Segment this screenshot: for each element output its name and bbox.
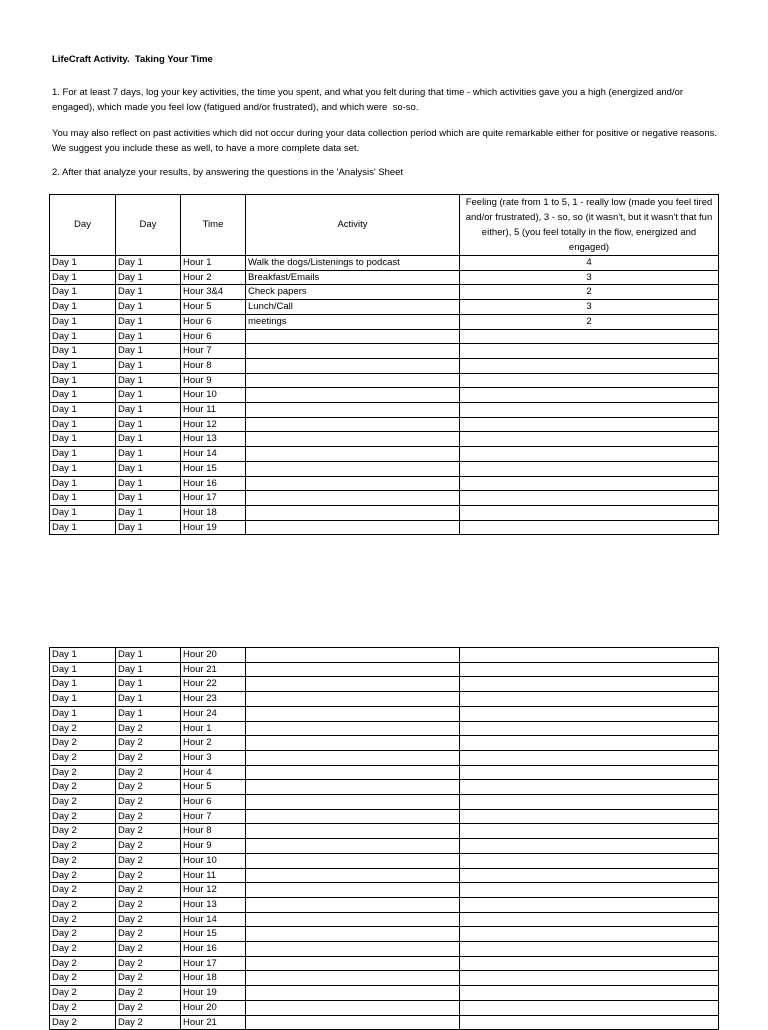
table-row [50, 358, 719, 373]
cell-feeling[interactable] [460, 986, 719, 1001]
cell-day[interactable]: Day 2 [50, 942, 116, 957]
cell-day[interactable]: Day 1 [50, 358, 116, 373]
cell-activity[interactable]: meetings [246, 314, 460, 329]
cell-day[interactable]: Day 1 [50, 706, 116, 721]
table-body-page-1 [50, 256, 719, 535]
table-row [50, 956, 719, 971]
cell-activity[interactable] [246, 417, 460, 432]
cell-day-2[interactable]: Day 2 [116, 736, 181, 751]
cell-day-2[interactable]: Day 2 [116, 971, 181, 986]
table-row [50, 971, 719, 986]
cell-feeling[interactable] [460, 417, 719, 432]
cell-time[interactable]: Hour 6 [181, 314, 246, 329]
cell-time[interactable]: Hour 23 [181, 692, 246, 707]
cell-activity[interactable] [246, 677, 460, 692]
cell-activity[interactable] [246, 780, 460, 795]
cell-day-2[interactable]: Day 1 [116, 520, 181, 535]
cell-day-2[interactable]: Day 2 [116, 927, 181, 942]
cell-feeling[interactable] [460, 721, 719, 736]
cell-feeling[interactable] [460, 795, 719, 810]
cell-day-2[interactable]: Day 1 [116, 329, 181, 344]
cell-day[interactable]: Day 1 [50, 447, 116, 462]
cell-day[interactable]: Day 1 [50, 432, 116, 447]
cell-day[interactable]: Day 1 [50, 344, 116, 359]
cell-activity[interactable] [246, 927, 460, 942]
cell-activity[interactable] [246, 476, 460, 491]
cell-time[interactable]: Hour 15 [181, 461, 246, 476]
cell-day-2[interactable]: Day 1 [116, 373, 181, 388]
cell-day[interactable]: Day 1 [50, 256, 116, 271]
cell-time[interactable]: Hour 2 [181, 270, 246, 285]
cell-time[interactable]: Hour 9 [181, 373, 246, 388]
cell-activity[interactable] [246, 403, 460, 418]
cell-day[interactable]: Day 2 [50, 795, 116, 810]
cell-time[interactable]: Hour 14 [181, 912, 246, 927]
cell-time[interactable]: Hour 10 [181, 388, 246, 403]
cell-feeling[interactable] [460, 765, 719, 780]
instruction-paragraph-1: 1. For at least 7 days, log your key activities, the time you spent, and what you felt during that time - which activities gave you a high (energized and/or engaged), which made you feel low (fatigued and/or frustrated), and which were so-so. [52, 87, 686, 113]
cell-day-2[interactable]: Day 1 [116, 300, 181, 315]
cell-feeling[interactable] [460, 942, 719, 957]
table-row [50, 662, 719, 677]
table-row [50, 520, 719, 535]
cell-activity[interactable] [246, 648, 460, 663]
cell-feeling[interactable] [460, 956, 719, 971]
cell-time[interactable]: Hour 5 [181, 300, 246, 315]
cell-activity[interactable] [246, 824, 460, 839]
table-row [50, 912, 719, 927]
table-row [50, 648, 719, 663]
cell-time[interactable]: Hour 7 [181, 809, 246, 824]
cell-day-2[interactable]: Day 1 [116, 491, 181, 506]
cell-day-2[interactable]: Day 1 [116, 447, 181, 462]
cell-activity[interactable] [246, 795, 460, 810]
cell-time[interactable]: Hour 21 [181, 662, 246, 677]
cell-feeling[interactable] [460, 780, 719, 795]
table-row [50, 476, 719, 491]
cell-day[interactable]: Day 2 [50, 912, 116, 927]
cell-day-2[interactable]: Day 1 [116, 677, 181, 692]
cell-time[interactable]: Hour 1 [181, 721, 246, 736]
cell-day[interactable]: Day 2 [50, 897, 116, 912]
table-row [50, 491, 719, 506]
cell-day[interactable]: Day 2 [50, 824, 116, 839]
cell-day-2[interactable]: Day 2 [116, 912, 181, 927]
table-row [50, 721, 719, 736]
table-row [50, 388, 719, 403]
cell-day[interactable]: Day 2 [50, 927, 116, 942]
cell-day-2[interactable]: Day 1 [116, 388, 181, 403]
table-row [50, 432, 719, 447]
cell-day[interactable]: Day 1 [50, 373, 116, 388]
table-body-page-2 [50, 648, 719, 1030]
instruction-paragraph-2: You may also reflect on past activities which did not occur during your data collection period which are quite remarkable either for positive or negative reasons. We suggest you include these as well, to have a more complete data set. [52, 128, 723, 154]
table-row [50, 1015, 719, 1030]
header-activity: Activity [246, 195, 460, 256]
cell-activity[interactable] [246, 1015, 460, 1030]
cell-day[interactable]: Day 2 [50, 956, 116, 971]
cell-time[interactable]: Hour 24 [181, 706, 246, 721]
cell-day[interactable]: Day 2 [50, 986, 116, 1001]
table-row [50, 868, 719, 883]
cell-time[interactable]: Hour 5 [181, 780, 246, 795]
cell-time[interactable]: Hour 13 [181, 897, 246, 912]
cell-activity[interactable] [246, 692, 460, 707]
table-row [50, 692, 719, 707]
cell-activity[interactable] [246, 912, 460, 927]
cell-activity[interactable] [246, 853, 460, 868]
cell-day-2[interactable]: Day 2 [116, 942, 181, 957]
cell-day[interactable]: Day 2 [50, 868, 116, 883]
cell-day-2[interactable]: Day 2 [116, 795, 181, 810]
cell-activity[interactable] [246, 839, 460, 854]
cell-day-2[interactable]: Day 2 [116, 956, 181, 971]
cell-activity[interactable] [246, 986, 460, 1001]
cell-day[interactable]: Day 2 [50, 765, 116, 780]
cell-time[interactable]: Hour 1 [181, 256, 246, 271]
cell-day[interactable]: Day 1 [50, 491, 116, 506]
cell-activity[interactable] [246, 868, 460, 883]
cell-day[interactable]: Day 1 [50, 677, 116, 692]
cell-time[interactable]: Hour 4 [181, 765, 246, 780]
cell-day[interactable]: Day 1 [50, 505, 116, 520]
cell-day[interactable]: Day 1 [50, 648, 116, 663]
cell-activity[interactable] [246, 956, 460, 971]
cell-day-2[interactable]: Day 2 [116, 1015, 181, 1030]
cell-day-2[interactable]: Day 2 [116, 765, 181, 780]
table-row [50, 256, 719, 271]
cell-time[interactable]: Hour 3 [181, 750, 246, 765]
cell-time[interactable]: Hour 19 [181, 520, 246, 535]
table-row [50, 839, 719, 854]
cell-time[interactable]: Hour 15 [181, 927, 246, 942]
cell-activity[interactable]: Lunch/Call [246, 300, 460, 315]
cell-day[interactable]: Day 2 [50, 721, 116, 736]
cell-activity[interactable] [246, 373, 460, 388]
cell-feeling[interactable]: 2 [460, 314, 719, 329]
cell-day-2[interactable]: Day 1 [116, 270, 181, 285]
cell-day[interactable]: Day 1 [50, 314, 116, 329]
cell-day[interactable]: Day 2 [50, 750, 116, 765]
cell-feeling[interactable]: 4 [460, 256, 719, 271]
cell-day[interactable]: Day 2 [50, 1015, 116, 1030]
cell-day[interactable]: Day 2 [50, 809, 116, 824]
cell-feeling[interactable]: 3 [460, 270, 719, 285]
cell-feeling[interactable] [460, 461, 719, 476]
cell-day-2[interactable]: Day 1 [116, 432, 181, 447]
table-row [50, 853, 719, 868]
cell-day[interactable]: Day 1 [50, 692, 116, 707]
table-row [50, 897, 719, 912]
table-row [50, 1000, 719, 1015]
cell-time[interactable]: Hour 12 [181, 883, 246, 898]
cell-feeling[interactable] [460, 662, 719, 677]
cell-time[interactable]: Hour 16 [181, 942, 246, 957]
table-row [50, 986, 719, 1001]
cell-time[interactable]: Hour 20 [181, 1000, 246, 1015]
table-row [50, 942, 719, 957]
cell-day-2[interactable]: Day 1 [116, 358, 181, 373]
cell-activity[interactable] [246, 344, 460, 359]
cell-time[interactable]: Hour 8 [181, 824, 246, 839]
cell-activity[interactable] [246, 447, 460, 462]
activity-log-table-page-2 [49, 647, 719, 1030]
table-row [50, 677, 719, 692]
cell-day[interactable]: Day 1 [50, 270, 116, 285]
cell-day-2[interactable]: Day 1 [116, 344, 181, 359]
cell-day-2[interactable]: Day 2 [116, 750, 181, 765]
table-row [50, 927, 719, 942]
cell-day-2[interactable]: Day 2 [116, 986, 181, 1001]
cell-feeling[interactable] [460, 373, 719, 388]
cell-feeling[interactable]: 2 [460, 285, 719, 300]
table-row [50, 461, 719, 476]
cell-day[interactable]: Day 1 [50, 300, 116, 315]
cell-activity[interactable] [246, 897, 460, 912]
cell-time[interactable]: Hour 12 [181, 417, 246, 432]
cell-day[interactable]: Day 1 [50, 461, 116, 476]
cell-feeling[interactable] [460, 329, 719, 344]
cell-activity[interactable] [246, 662, 460, 677]
cell-feeling[interactable] [460, 839, 719, 854]
cell-day-2[interactable]: Day 2 [116, 868, 181, 883]
table-row [50, 314, 719, 329]
cell-feeling[interactable] [460, 505, 719, 520]
cell-day[interactable]: Day 1 [50, 329, 116, 344]
cell-day-2[interactable]: Day 1 [116, 692, 181, 707]
cell-activity[interactable]: Check papers [246, 285, 460, 300]
cell-day[interactable]: Day 1 [50, 520, 116, 535]
cell-day-2[interactable]: Day 1 [116, 461, 181, 476]
cell-day-2[interactable]: Day 1 [116, 417, 181, 432]
cell-feeling[interactable] [460, 447, 719, 462]
cell-feeling[interactable] [460, 750, 719, 765]
cell-day-2[interactable]: Day 2 [116, 809, 181, 824]
activity-log-table-page-1 [49, 194, 719, 535]
cell-day[interactable]: Day 2 [50, 1000, 116, 1015]
cell-feeling[interactable] [460, 736, 719, 751]
table-row [50, 736, 719, 751]
cell-day[interactable]: Day 1 [50, 285, 116, 300]
cell-feeling[interactable] [460, 853, 719, 868]
table-row [50, 750, 719, 765]
cell-day-2[interactable]: Day 1 [116, 285, 181, 300]
cell-day[interactable]: Day 2 [50, 780, 116, 795]
cell-feeling[interactable] [460, 432, 719, 447]
table-row [50, 300, 719, 315]
cell-feeling[interactable] [460, 927, 719, 942]
cell-activity[interactable] [246, 809, 460, 824]
cell-feeling[interactable] [460, 677, 719, 692]
cell-activity[interactable]: Breakfast/Emails [246, 270, 460, 285]
cell-day-2[interactable]: Day 1 [116, 648, 181, 663]
cell-day-2[interactable]: Day 2 [116, 1000, 181, 1015]
cell-activity[interactable] [246, 329, 460, 344]
cell-activity[interactable] [246, 388, 460, 403]
instruction-paragraph-3: 2. After that analyze your results, by answering the questions in the 'Analysis' Sheet [52, 167, 404, 178]
table-row [50, 706, 719, 721]
cell-feeling[interactable]: 3 [460, 300, 719, 315]
cell-time[interactable]: Hour 11 [181, 403, 246, 418]
cell-day-2[interactable]: Day 2 [116, 897, 181, 912]
document-title: LifeCraft Activity. Taking Your Time [52, 54, 213, 65]
cell-time[interactable]: Hour 20 [181, 648, 246, 663]
cell-feeling[interactable] [460, 706, 719, 721]
cell-activity[interactable] [246, 520, 460, 535]
cell-activity[interactable] [246, 491, 460, 506]
cell-time[interactable]: Hour 6 [181, 795, 246, 810]
cell-time[interactable]: Hour 10 [181, 853, 246, 868]
cell-activity[interactable] [246, 461, 460, 476]
cell-time[interactable]: Hour 17 [181, 956, 246, 971]
cell-feeling[interactable] [460, 520, 719, 535]
cell-day-2[interactable]: Day 2 [116, 780, 181, 795]
table-row [50, 505, 719, 520]
cell-day-2[interactable]: Day 1 [116, 662, 181, 677]
cell-time[interactable]: Hour 18 [181, 505, 246, 520]
table-row [50, 285, 719, 300]
cell-day-2[interactable]: Day 2 [116, 824, 181, 839]
cell-day-2[interactable]: Day 2 [116, 839, 181, 854]
cell-day[interactable]: Day 1 [50, 388, 116, 403]
cell-feeling[interactable] [460, 358, 719, 373]
cell-activity[interactable] [246, 971, 460, 986]
cell-time[interactable]: Hour 21 [181, 1015, 246, 1030]
cell-feeling[interactable] [460, 491, 719, 506]
cell-day[interactable]: Day 2 [50, 736, 116, 751]
cell-activity[interactable] [246, 721, 460, 736]
cell-day-2[interactable]: Day 1 [116, 476, 181, 491]
table-row [50, 417, 719, 432]
cell-day[interactable]: Day 2 [50, 839, 116, 854]
cell-activity[interactable] [246, 750, 460, 765]
cell-feeling[interactable] [460, 868, 719, 883]
cell-time[interactable]: Hour 13 [181, 432, 246, 447]
cell-activity[interactable] [246, 358, 460, 373]
cell-day-2[interactable]: Day 1 [116, 706, 181, 721]
cell-time[interactable]: Hour 2 [181, 736, 246, 751]
table-header-row [50, 195, 719, 256]
cell-activity[interactable]: Walk the dogs/Listenings to podcast [246, 256, 460, 271]
cell-day-2[interactable]: Day 2 [116, 883, 181, 898]
cell-time[interactable]: Hour 18 [181, 971, 246, 986]
cell-time[interactable]: Hour 11 [181, 868, 246, 883]
cell-day-2[interactable]: Day 1 [116, 314, 181, 329]
cell-day-2[interactable]: Day 1 [116, 505, 181, 520]
cell-feeling[interactable] [460, 824, 719, 839]
cell-feeling[interactable] [460, 897, 719, 912]
table-row [50, 883, 719, 898]
table-row [50, 403, 719, 418]
cell-day[interactable]: Day 1 [50, 417, 116, 432]
cell-day-2[interactable]: Day 2 [116, 853, 181, 868]
cell-day[interactable]: Day 1 [50, 476, 116, 491]
cell-time[interactable]: Hour 8 [181, 358, 246, 373]
cell-feeling[interactable] [460, 971, 719, 986]
table-row [50, 809, 719, 824]
cell-activity[interactable] [246, 432, 460, 447]
cell-time[interactable]: Hour 14 [181, 447, 246, 462]
header-day-2: Day [116, 195, 181, 256]
cell-activity[interactable] [246, 505, 460, 520]
cell-day[interactable]: Day 2 [50, 971, 116, 986]
cell-day[interactable]: Day 1 [50, 662, 116, 677]
header-time: Time [181, 195, 246, 256]
cell-feeling[interactable] [460, 388, 719, 403]
cell-time[interactable]: Hour 7 [181, 344, 246, 359]
cell-feeling[interactable] [460, 883, 719, 898]
table-row [50, 447, 719, 462]
cell-time[interactable]: Hour 3&4 [181, 285, 246, 300]
cell-day[interactable]: Day 2 [50, 883, 116, 898]
cell-day[interactable]: Day 1 [50, 403, 116, 418]
cell-feeling[interactable] [460, 648, 719, 663]
cell-activity[interactable] [246, 942, 460, 957]
table-row [50, 795, 719, 810]
table-row [50, 780, 719, 795]
cell-feeling[interactable] [460, 344, 719, 359]
cell-activity[interactable] [246, 736, 460, 751]
cell-activity[interactable] [246, 706, 460, 721]
cell-feeling[interactable] [460, 403, 719, 418]
cell-activity[interactable] [246, 883, 460, 898]
cell-activity[interactable] [246, 1000, 460, 1015]
table-row [50, 824, 719, 839]
cell-feeling[interactable] [460, 476, 719, 491]
cell-day-2[interactable]: Day 2 [116, 721, 181, 736]
cell-time[interactable]: Hour 9 [181, 839, 246, 854]
table-row [50, 765, 719, 780]
cell-day-2[interactable]: Day 1 [116, 256, 181, 271]
cell-day[interactable]: Day 2 [50, 853, 116, 868]
cell-time[interactable]: Hour 6 [181, 329, 246, 344]
cell-day-2[interactable]: Day 1 [116, 403, 181, 418]
table-row [50, 344, 719, 359]
cell-time[interactable]: Hour 17 [181, 491, 246, 506]
table-row [50, 329, 719, 344]
cell-activity[interactable] [246, 765, 460, 780]
cell-feeling[interactable] [460, 1000, 719, 1015]
cell-time[interactable]: Hour 16 [181, 476, 246, 491]
cell-time[interactable]: Hour 19 [181, 986, 246, 1001]
cell-time[interactable]: Hour 22 [181, 677, 246, 692]
cell-feeling[interactable] [460, 692, 719, 707]
table-row [50, 270, 719, 285]
header-day: Day [50, 195, 116, 256]
cell-feeling[interactable] [460, 912, 719, 927]
cell-feeling[interactable] [460, 809, 719, 824]
header-feeling: Feeling (rate from 1 to 5, 1 - really low (made you feel tired and/or frustrated), 3 - so, so (it wasn't, but it wasn't that fun either), 5 (you feel totally in the flow, energized and engaged) [460, 195, 719, 256]
table-row [50, 373, 719, 388]
cell-feeling[interactable] [460, 1015, 719, 1030]
